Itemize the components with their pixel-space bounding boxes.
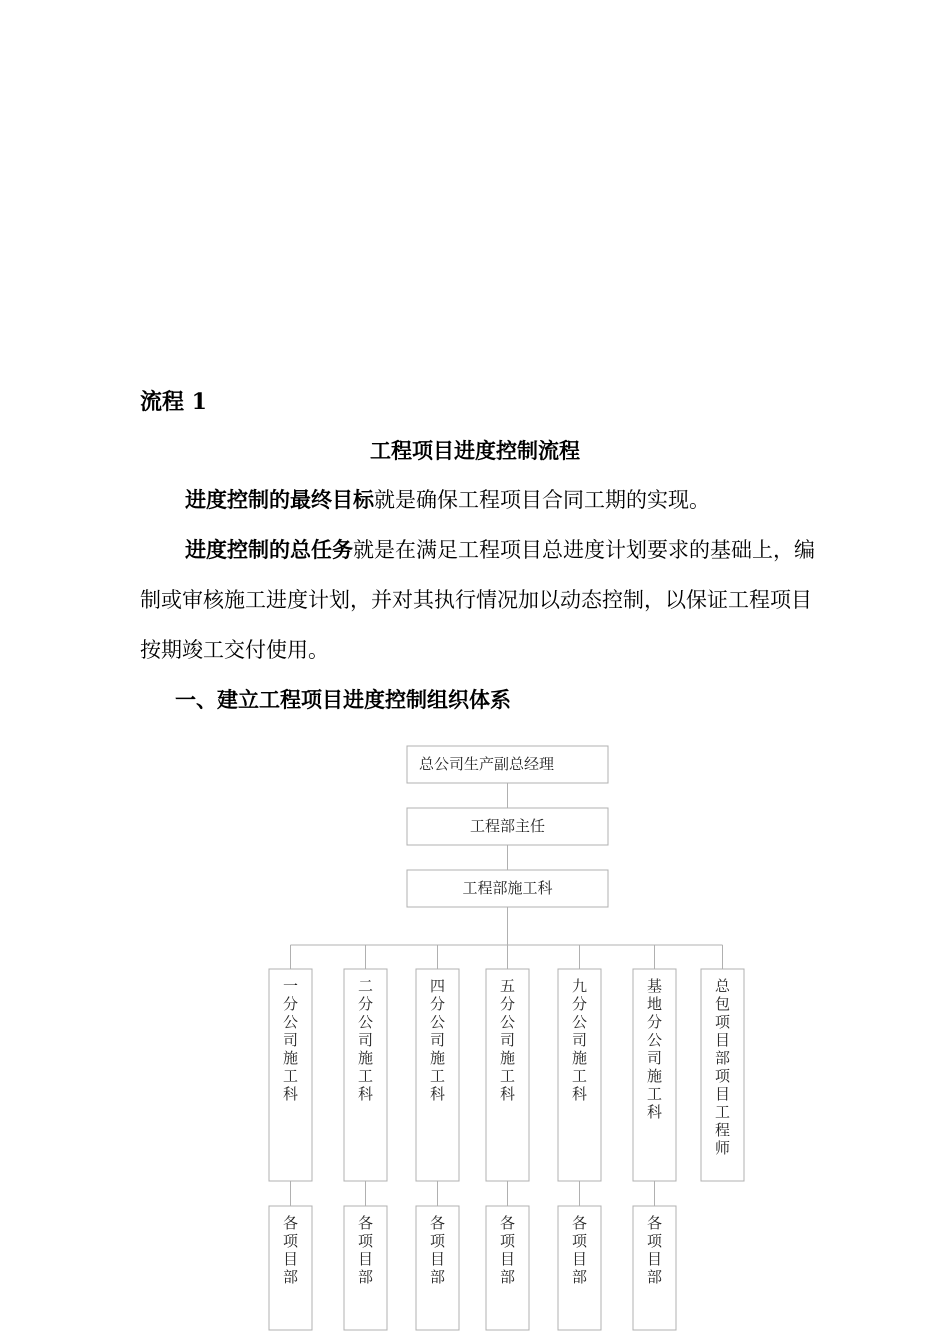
org-node-label: 部 bbox=[714, 1049, 731, 1067]
org-node-label: 包 bbox=[714, 995, 731, 1013]
org-node-label: 目 bbox=[357, 1250, 374, 1268]
org-node-label: 工 bbox=[499, 1067, 516, 1085]
org-node-label: 各 bbox=[571, 1214, 588, 1232]
org-node-label: 司 bbox=[499, 1031, 516, 1049]
org-node-label: 工 bbox=[646, 1085, 663, 1103]
org-node-label: 总 bbox=[714, 977, 731, 995]
org-node-label: 施 bbox=[499, 1049, 516, 1067]
org-node-label: 公 bbox=[429, 1013, 446, 1031]
org-node-label: 总公司生产副总经理 bbox=[419, 755, 555, 773]
org-node-label: 师 bbox=[714, 1139, 731, 1157]
task-text: 就是在满足工程项目总进度计划要求的基础上，编制或审核施工进度计划，并对其执行情况加以动态控制，以保证工程项目按期竣工交付使用。 bbox=[140, 538, 815, 662]
org-node-label: 项 bbox=[571, 1232, 588, 1250]
org-node-label: 二 bbox=[357, 977, 374, 995]
org-node-label: 工 bbox=[282, 1067, 299, 1085]
org-node-label: 科 bbox=[282, 1085, 299, 1103]
org-node-label: 目 bbox=[282, 1250, 299, 1268]
org-node-label: 五 bbox=[499, 977, 516, 995]
document-title: 工程项目进度控制流程 bbox=[370, 438, 580, 463]
org-node-label: 目 bbox=[714, 1085, 731, 1103]
org-node-label: 地 bbox=[646, 995, 663, 1013]
org-node-label: 科 bbox=[646, 1103, 663, 1121]
org-node-label: 公 bbox=[282, 1013, 299, 1031]
org-node-label: 部 bbox=[429, 1268, 446, 1286]
org-node-label: 项 bbox=[714, 1013, 731, 1031]
org-node-label: 科 bbox=[571, 1085, 588, 1103]
org-node-label: 分 bbox=[499, 995, 516, 1013]
org-node-label: 各 bbox=[646, 1214, 663, 1232]
org-node-label: 项 bbox=[499, 1232, 516, 1250]
org-node-label: 施 bbox=[646, 1067, 663, 1085]
org-node-label: 各 bbox=[429, 1214, 446, 1232]
org-node-label: 分 bbox=[571, 995, 588, 1013]
org-node-label: 司 bbox=[357, 1031, 374, 1049]
org-node-label: 工 bbox=[357, 1067, 374, 1085]
org-node-label: 目 bbox=[571, 1250, 588, 1268]
org-node-label: 分 bbox=[282, 995, 299, 1013]
org-node-label: 各 bbox=[357, 1214, 374, 1232]
goal-term: 进度控制的最终目标 bbox=[185, 487, 374, 512]
org-node-label: 程 bbox=[714, 1121, 731, 1139]
org-node-label: 部 bbox=[646, 1268, 663, 1286]
task-term: 进度控制的总任务 bbox=[185, 537, 353, 562]
org-node-label: 科 bbox=[429, 1085, 446, 1103]
org-node-label: 部 bbox=[282, 1268, 299, 1286]
org-node-label: 各 bbox=[282, 1214, 299, 1232]
org-node-label: 施 bbox=[282, 1049, 299, 1067]
org-node-label: 工 bbox=[571, 1067, 588, 1085]
org-node-label: 公 bbox=[646, 1031, 663, 1049]
org-node-label: 公 bbox=[357, 1013, 374, 1031]
org-node-label: 科 bbox=[357, 1085, 374, 1103]
org-node-label: 项 bbox=[357, 1232, 374, 1250]
org-node-label: 公 bbox=[499, 1013, 516, 1031]
org-node-label: 施 bbox=[357, 1049, 374, 1067]
org-node-label: 科 bbox=[499, 1085, 516, 1103]
org-node-label: 公 bbox=[571, 1013, 588, 1031]
org-node-label: 四 bbox=[429, 977, 446, 995]
org-node-label: 目 bbox=[646, 1250, 663, 1268]
org-node-label: 九 bbox=[571, 977, 588, 995]
process-label: 流程 1 bbox=[140, 389, 207, 415]
org-node-label: 部 bbox=[571, 1268, 588, 1286]
org-node-label: 分 bbox=[646, 1013, 663, 1031]
org-node-label: 各 bbox=[499, 1214, 516, 1232]
org-node-label: 部 bbox=[499, 1268, 516, 1286]
org-node-label: 分 bbox=[357, 995, 374, 1013]
org-node-label: 目 bbox=[714, 1031, 731, 1049]
goal-text: 就是确保工程项目合同工期的实现。 bbox=[374, 488, 710, 512]
org-node-label: 司 bbox=[646, 1049, 663, 1067]
org-node-label: 司 bbox=[571, 1031, 588, 1049]
org-node-label: 工程部主任 bbox=[469, 817, 546, 835]
org-node-label: 基 bbox=[646, 977, 663, 995]
org-node-label: 项 bbox=[646, 1232, 663, 1250]
section-heading: 一、建立工程项目进度控制组织体系 bbox=[175, 687, 511, 712]
org-node-label: 工程部施工科 bbox=[462, 879, 553, 897]
org-node-label: 项 bbox=[282, 1232, 299, 1250]
org-node-label: 分 bbox=[429, 995, 446, 1013]
org-node-label: 部 bbox=[357, 1268, 374, 1286]
org-node-label: 司 bbox=[429, 1031, 446, 1049]
org-node-label: 目 bbox=[499, 1250, 516, 1268]
org-node-label: 目 bbox=[429, 1250, 446, 1268]
org-node-label: 司 bbox=[282, 1031, 299, 1049]
org-node-label: 工 bbox=[714, 1103, 731, 1121]
org-node-label: 项 bbox=[429, 1232, 446, 1250]
org-node-label: 工 bbox=[429, 1067, 446, 1085]
org-node-label: 项 bbox=[714, 1067, 731, 1085]
org-node-label: 施 bbox=[571, 1049, 588, 1067]
org-node-label: 施 bbox=[429, 1049, 446, 1067]
org-node-label: 一 bbox=[282, 977, 299, 995]
